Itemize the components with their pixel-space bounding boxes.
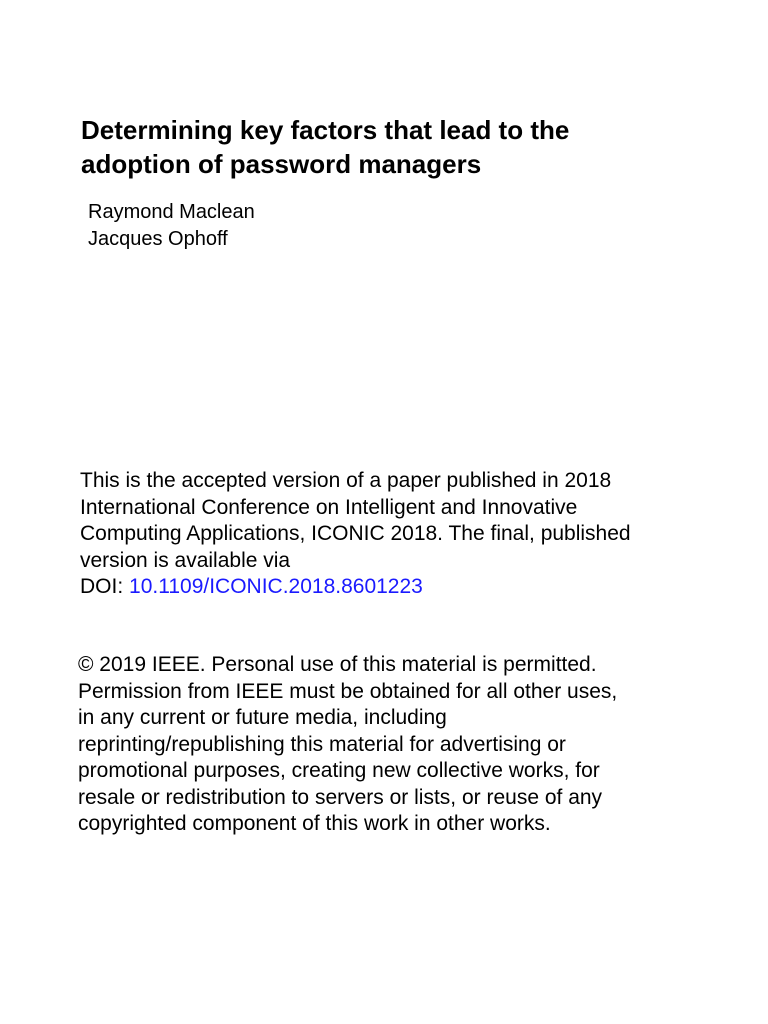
copyright-line: resale or redistribution to servers or lists, or reuse of any — [78, 785, 603, 809]
notice-line: Computing Applications, ICONIC 2018. The final, published — [80, 522, 631, 545]
publication-notice — [80, 468, 631, 601]
copyright-line: reprinting/republishing this material for advertising or — [78, 732, 566, 756]
copyright-line: promotional purposes, creating new collective works, for — [78, 759, 600, 782]
notice-line: version is available via — [80, 548, 291, 572]
doi-label: DOI: — [80, 575, 124, 598]
paper-title — [81, 113, 721, 181]
author-list — [88, 199, 255, 253]
author-name: Raymond Maclean — [88, 201, 255, 223]
copyright-line: in any current or future media, including — [78, 706, 447, 729]
notice-line: International Conference on Intelligent and Innovative — [80, 495, 578, 519]
copyright-line: copyrighted component of this work in other works. — [78, 812, 551, 835]
paper-title-line: Determining key factors that lead to the — [81, 115, 570, 145]
author-name: Jacques Ophoff — [88, 228, 228, 250]
doi-line — [80, 574, 631, 601]
copyright-line: Permission from IEEE must be obtained for all other uses, — [78, 679, 618, 703]
paper-title-line: adoption of password managers — [81, 149, 482, 179]
notice-line: This is the accepted version of a paper published in 2018 — [80, 469, 612, 492]
copyright-notice — [78, 652, 617, 838]
doi-link[interactable]: 10.1109/ICONIC.2018.8601223 — [129, 575, 423, 598]
copyright-line: © 2019 IEEE. Personal use of this material is permitted. — [78, 653, 597, 676]
